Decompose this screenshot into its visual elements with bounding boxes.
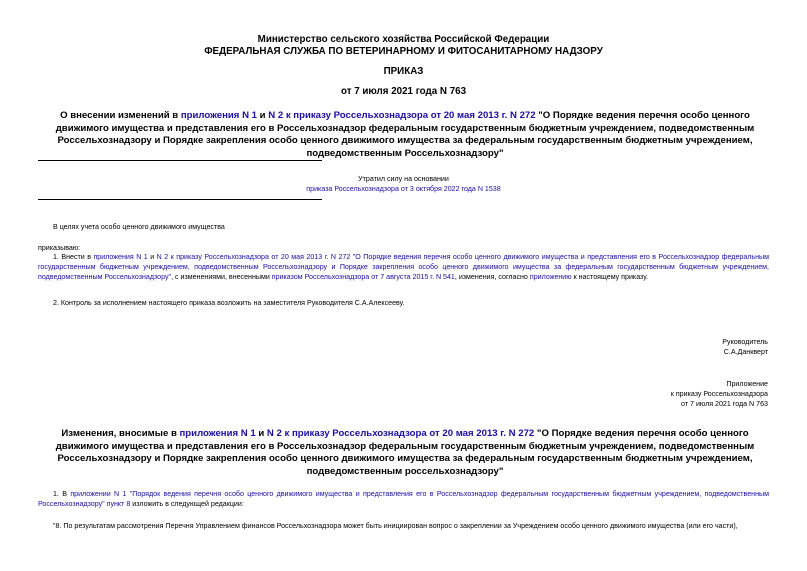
item1-link-appendix-1[interactable]: приложения N 1 bbox=[93, 253, 148, 261]
status-link-order-1538[interactable]: приказа Россельхознадзора от 3 октября 2022 года N 1538 bbox=[306, 185, 501, 193]
title-mid: и bbox=[257, 110, 269, 121]
document-date: от 7 июля 2021 года N 763 bbox=[340, 86, 467, 97]
title-link-appendix-2[interactable]: N 2 к приказу Россельхознадзора от 20 мая 2013 г. N 272 bbox=[268, 110, 536, 121]
ministry-name: Министерство сельского хозяйства Российской Федерации bbox=[257, 34, 550, 45]
title-prefix: О внесении изменений в bbox=[60, 110, 181, 121]
item1-link-order-272[interactable]: N 2 к приказу Россельхознадзора от 20 мая 2013 г. N 272 "О Порядке ведения перечня особо ценного движимого имущества и представления его в Россельхознадзор федеральным государственным бюджетным учреждением, подведомственным Россельхознадзору и Порядке закрепления особо ценного движимого имущества за федеральным государственным бюджетным учреждением, подведомственным Россельхознадзору" bbox=[38, 253, 770, 282]
purpose-text: В целях учета особо ценного движимого имущества bbox=[53, 223, 225, 231]
signature-role: Руководитель bbox=[722, 338, 768, 346]
appendix-title-prefix: Изменения, вносимые в bbox=[61, 428, 180, 439]
order-word: приказываю: bbox=[38, 244, 81, 252]
item1-link-order-541[interactable]: приказом Россельхознадзора от 7 августа 2015 г. N 541 bbox=[271, 273, 455, 282]
separator-top bbox=[38, 160, 322, 161]
title-link-appendix-1[interactable]: приложения N 1 bbox=[180, 110, 257, 121]
item1-link-appendix[interactable]: приложению bbox=[529, 273, 572, 282]
document-title bbox=[40, 110, 770, 160]
appendix-title-link-2[interactable]: N 2 к приказу Россельхознадзора от 20 мая 2013 г. N 272 bbox=[266, 428, 535, 439]
appendix-title-rest: "О Порядке ведения перечня особо ценного движимого имущества и представления его в Россельхознадзор федеральным государственным бюджетным учреждением, подведомственным Россельхознадзору и Порядке закрепления особо ценного движимого имущества за федеральным государственным бюджетным учреждением, подведомственным россельхознадзору" bbox=[55, 428, 755, 477]
item1-text-1: 1. Внести в bbox=[53, 253, 94, 261]
item1-text-5: к настоящему приказу. bbox=[571, 273, 649, 282]
status-lost-force: Утратил силу на основании bbox=[358, 175, 449, 183]
appendix-date: от 7 июля 2021 года N 763 bbox=[681, 400, 768, 408]
signature-name: С.А.Данкверт bbox=[723, 348, 768, 356]
item1-text-2: и bbox=[147, 253, 157, 261]
appendix-title-mid: и bbox=[255, 428, 267, 439]
item1-text-3: , с изменениями, внесенными bbox=[171, 273, 272, 282]
appendix-item1-text-2: изложить в следующей редакции: bbox=[130, 500, 244, 509]
separator-bottom bbox=[38, 199, 322, 200]
appendix-label: Приложение bbox=[726, 380, 768, 388]
item1-text-4: , изменения, согласно bbox=[454, 273, 530, 282]
document-type: ПРИКАЗ bbox=[383, 66, 424, 77]
appendix-item1-link[interactable]: приложении N 1 "Порядок ведения перечня особо ценного движимого имущества и представления его в Россельхознадзор федеральным государственным бюджетным учреждением, подведомственным Россельхознадзору" пункт 8 bbox=[38, 490, 769, 509]
appendix-order-ref: к приказу Россельхознадзора bbox=[670, 390, 768, 398]
appendix-title-link-1[interactable]: приложения N 1 bbox=[179, 428, 256, 439]
appendix-item-8: "8. По результатам рассмотрения Перечня Управлением финансов Россельхознадзора может быть инициирован вопрос о закреплении за Учреждением особо ценного движимого имущества (или его части), bbox=[53, 522, 738, 530]
appendix-title bbox=[40, 428, 770, 478]
appendix-item-1 bbox=[38, 489, 769, 509]
appendix-item1-text-1: 1. В bbox=[53, 490, 71, 498]
service-name: ФЕДЕРАЛЬНАЯ СЛУЖБА ПО ВЕТЕРИНАРНОМУ И ФИТОСАНИТАРНОМУ НАДЗОРУ bbox=[204, 46, 603, 57]
order-item-1 bbox=[38, 252, 769, 283]
status-line bbox=[0, 184, 807, 194]
title-rest: "О Порядке ведения перечня особо ценного движимого имущества и представления его в Россельхознадзор федеральным государственным бюджетным учреждением, подведомственным Россельхознадзору и Порядке закрепления особо ценного движимого имущества за федеральным государственным бюджетным учреждением, подведомственным Россельхознадзору" bbox=[55, 110, 755, 159]
order-item-2: 2. Контроль за исполнением настоящего приказа возложить на заместителя Руководителя С.А.Алексееву. bbox=[53, 299, 405, 307]
